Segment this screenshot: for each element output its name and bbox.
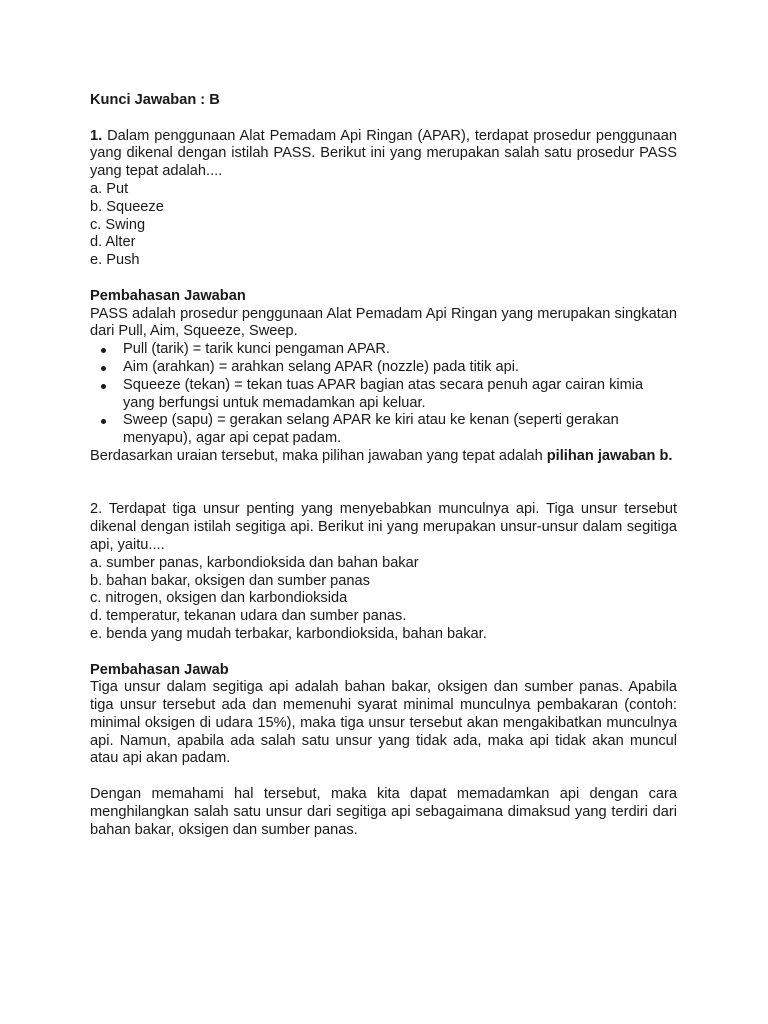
question-2-option-a: a. sumber panas, karbondioksida dan bahan bakar — [90, 554, 419, 571]
spacer — [90, 644, 677, 662]
bullet-squeeze — [90, 377, 677, 413]
bullet-dot-icon — [101, 419, 106, 424]
question-1-text: Dalam penggunaan Alat Pemadam Api Ringan (APAR), terdapat prosedur penggunaan yang dikenal dengan istilah PASS. Berikut ini yang merupakan salah satu prosedur PASS yang tepat adalah.... — [90, 127, 677, 180]
bullet-text: Sweep (sapu) = gerakan selang APAR ke kiri atau ke kenan (seperti gerakan menyapu), agar api cepat padam. — [123, 412, 619, 447]
question-1-option-d: d. Alter — [90, 234, 136, 251]
question-2-option-b: b. bahan bakar, oksigen dan sumber panas — [90, 572, 370, 589]
pass-bullet-list — [90, 341, 677, 448]
question-1-option-a: a. Put — [90, 180, 129, 197]
question-1-number: 1. — [90, 127, 103, 144]
bullet-pull — [90, 341, 677, 359]
conclusion-text: Berdasarkan uraian tersebut, maka pilihan jawaban yang tepat adalah — [90, 447, 547, 464]
bullet-aim — [90, 359, 677, 377]
document-content — [90, 92, 677, 839]
bullet-dot-icon — [101, 366, 106, 371]
question-1-option-e: e. Push — [90, 252, 140, 269]
discussion-1-intro: PASS adalah prosedur penggunaan Alat Pemadam Api Ringan yang merupakan singkatan dari Pull, Aim, Squeeze, Sweep. — [90, 305, 677, 340]
question-1-option-b: b. Squeeze — [90, 198, 164, 215]
bullet-text: Aim (arahkan) = arahkan selang APAR (nozzle) pada titik api. — [123, 358, 519, 375]
discussion-2-heading: Pembahasan Jawab — [90, 661, 229, 678]
question-1-option-c: c. Swing — [90, 216, 146, 233]
spacer — [90, 768, 677, 786]
question-2-option-d: d. temperatur, tekanan udara dan sumber panas. — [90, 608, 407, 625]
bullet-text: Squeeze (tekan) = tekan tuas APAR bagian atas secara penuh agar cairan kimia yang berfungsi untuk memadamkan api keluar. — [123, 376, 644, 411]
discussion-1-conclusion — [90, 448, 677, 466]
bullet-dot-icon — [101, 348, 106, 353]
discussion-2-paragraph-1: Tiga unsur dalam segitiga api adalah bahan bakar, oksigen dan sumber panas. Apabila tiga unsur tersebut ada dan memenuhi syarat minimal munculnya pembakaran (contoh: minimal oksigen di udara 15%), maka tiga unsur tersebut akan mengakibatkan munculnya api. Namun, apabila ada salah satu unsur yang tidak ada, maka api tidak akan muncul atau api akan padam. — [90, 679, 677, 767]
bullet-dot-icon — [101, 384, 106, 389]
answer-key-title: Kunci Jawaban : B — [90, 92, 220, 108]
question-2-option-c: c. nitrogen, oksigen dan karbondioksida — [90, 590, 348, 607]
conclusion-answer: pilihan jawaban b. — [546, 447, 673, 464]
question-2: 2. Terdapat tiga unsur penting yang menyebabkan munculnya api. Tiga unsur tersebut dikenal dengan istilah segitiga api. Berikut ini yang merupakan unsur-unsur dalam segitiga api, yaitu.... — [90, 501, 677, 553]
discussion-1-heading: Pembahasan Jawaban — [90, 287, 246, 304]
discussion-2-paragraph-2: Dengan memahami hal tersebut, maka kita dapat memadamkan api dengan cara menghilangkan salah satu unsur dari segitiga api sebagaimana dimaksud yang terdiri dari bahan bakar, oksigen dan sumber panas. — [90, 786, 677, 838]
bullet-text: Pull (tarik) = tarik kunci pengaman APAR. — [123, 341, 390, 358]
bullet-sweep — [90, 412, 677, 448]
spacer — [90, 270, 677, 288]
question-1 — [90, 128, 677, 181]
question-2-option-e: e. benda yang mudah terbakar, karbondioksida, bahan bakar. — [90, 625, 487, 642]
spacer — [90, 466, 677, 502]
